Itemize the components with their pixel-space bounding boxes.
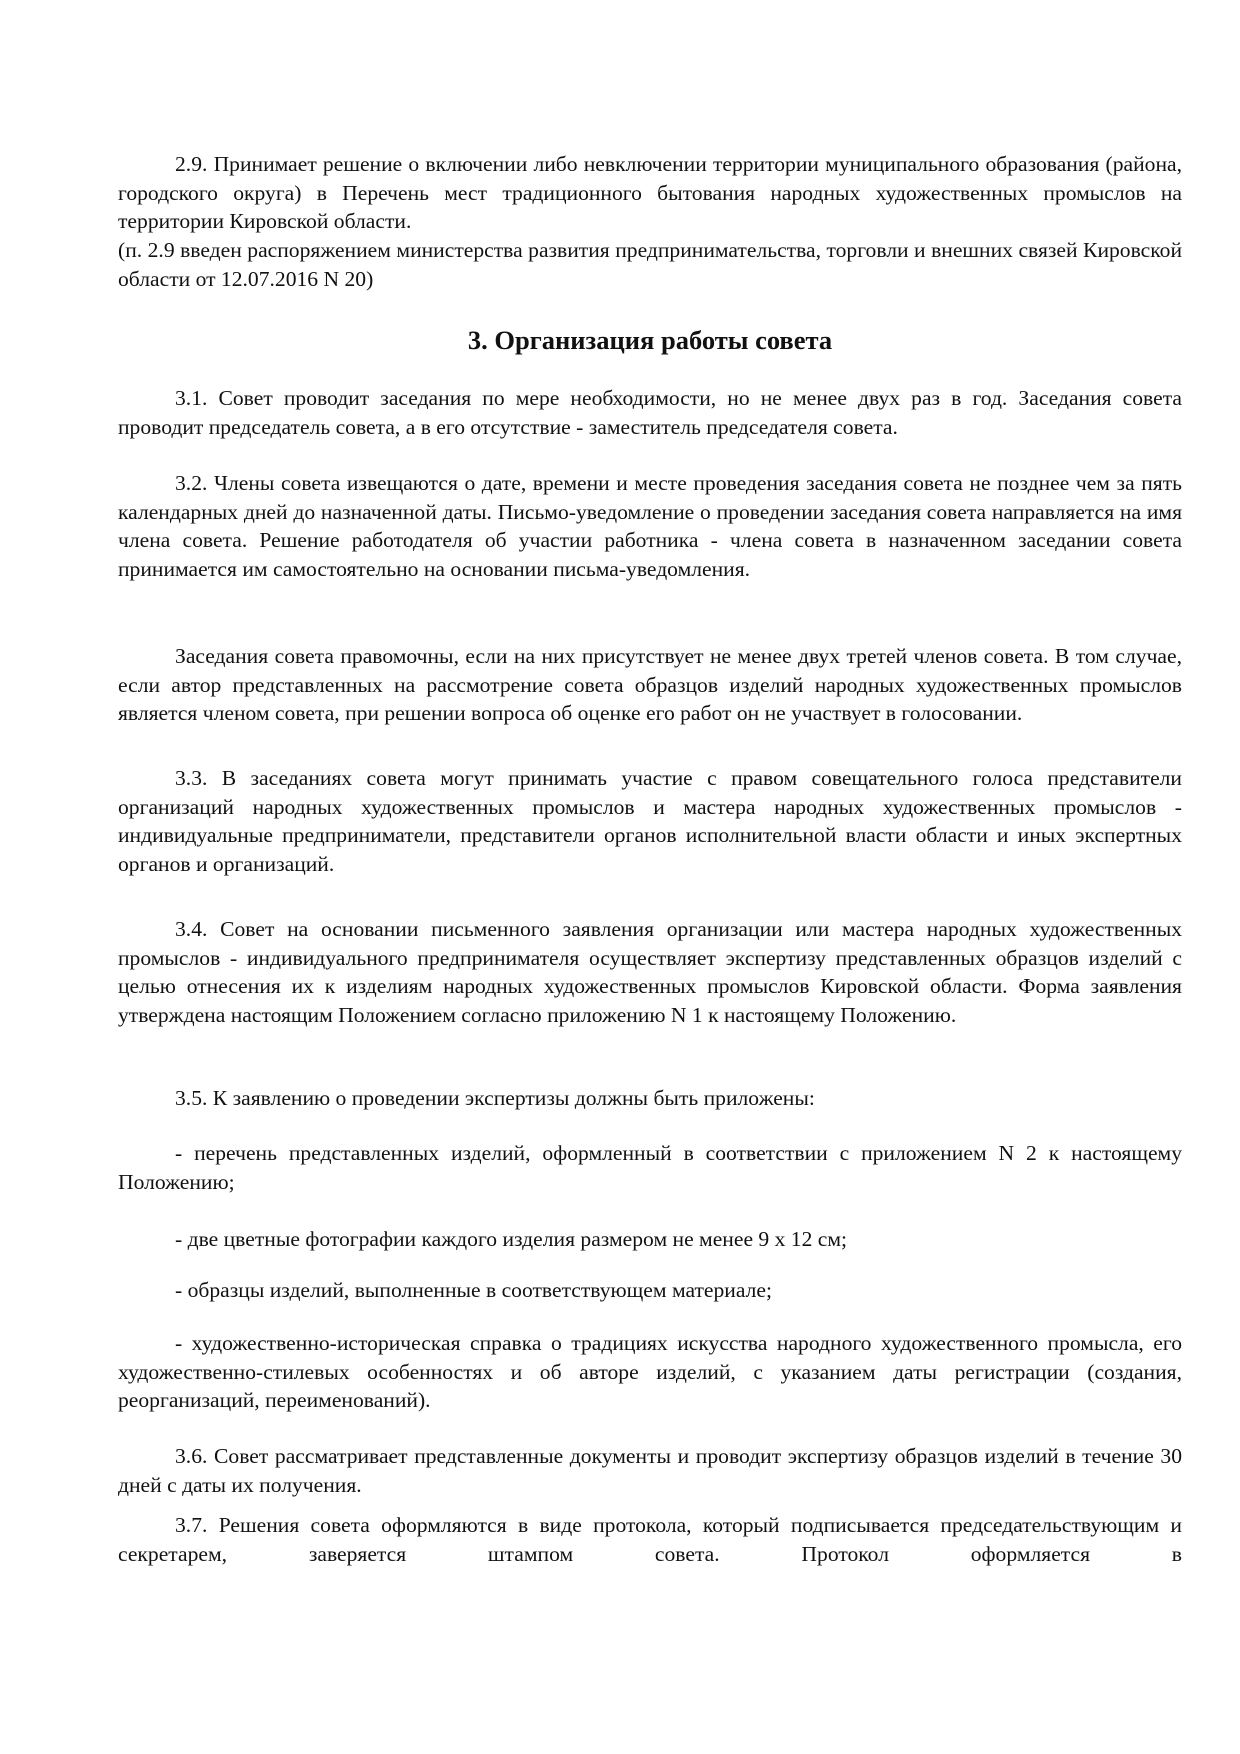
list-item-attachment-list: - перечень представленных изделий, оформленный в соответствии с приложением N 2 к настоящему Положению; bbox=[118, 1141, 1182, 1194]
paragraph-3-2-quorum: Заседания совета правомочны, если на них присутствует не менее двух третей членов совета. В том случае, если автор представленных на рассмотрение совета образцов изделий народных художественных промыслов является членом совета, при решении вопроса об оценке его работ он не участвует в голосовании. bbox=[118, 644, 1182, 726]
paragraph-3-5: 3.5. К заявлению о проведении экспертизы должны быть приложены: bbox=[175, 1086, 815, 1110]
paragraph-2-9: 2.9. Принимает решение о включении либо невключении территории муниципального образования (района, городского округа) в Перечень мест традиционного бытования народных художественных промыслов на территории Кировской области. bbox=[118, 152, 1182, 234]
list-item-attachment-samples: - образцы изделий, выполненные в соответствующем материале; bbox=[175, 1278, 773, 1302]
paragraph-3-6: 3.6. Совет рассматривает представленные документы и проводит экспертизу образцов изделий в течение 30 дней с даты их получения. bbox=[118, 1444, 1182, 1497]
paragraph-3-1: 3.1. Совет проводит заседания по мере необходимости, но не менее двух раз в год. Заседания совета проводит председатель совета, а в его отсутствие - заместитель председателя совета. bbox=[118, 386, 1182, 439]
paragraph-3-2: 3.2. Члены совета извещаются о дате, времени и месте проведения заседания совета не позднее чем за пять календарных дней до назначенной даты. Письмо-уведомление о проведении заседания совета направляется на имя члена совета. Решение работодателя об участии работника - члена совета в назначенном заседании совета принимается им самостоятельно на основании письма-уведомления. bbox=[118, 471, 1182, 582]
list-item-attachment-history: - художественно-историческая справка о традициях искусства народного художественного промысла, его художественно-стилевых особенностях и об авторе изделий, с указанием даты регистрации (создания, реорганизаций, переименований). bbox=[118, 1331, 1182, 1413]
paragraph-3-7: 3.7. Решения совета оформляются в виде протокола, который подписывается председательствующим и секретарем, заверяется штампом совета. Протокол оформляется в bbox=[118, 1513, 1182, 1566]
list-item-attachment-photos: - две цветные фотографии каждого изделия размером не менее 9 х 12 см; bbox=[175, 1227, 848, 1251]
paragraph-3-3: 3.3. В заседаниях совета могут принимать участие с правом совещательного голоса представители организаций народных художественных промыслов и мастера народных художественных промыслов - индивидуальные предприниматели, представители органов исполнительной власти области и иных экспертных органов и организаций. bbox=[118, 766, 1182, 877]
paragraph-3-4: 3.4. Совет на основании письменного заявления организации или мастера народных художественных промыслов - индивидуального предпринимателя осуществляет экспертизу представленных образцов изделий с целью отнесения их к изделиям народных художественных промыслов Кировской области. Форма заявления утверждена настоящим Положением согласно приложению N 1 к настоящему Положению. bbox=[118, 917, 1182, 1028]
paragraph-2-9-amendment-note: (п. 2.9 введен распоряжением министерства развития предпринимательства, торговли и внешних связей Кировской области от 12.07.2016 N 20) bbox=[118, 238, 1182, 291]
section-heading: 3. Организация работы совета bbox=[467, 325, 833, 355]
